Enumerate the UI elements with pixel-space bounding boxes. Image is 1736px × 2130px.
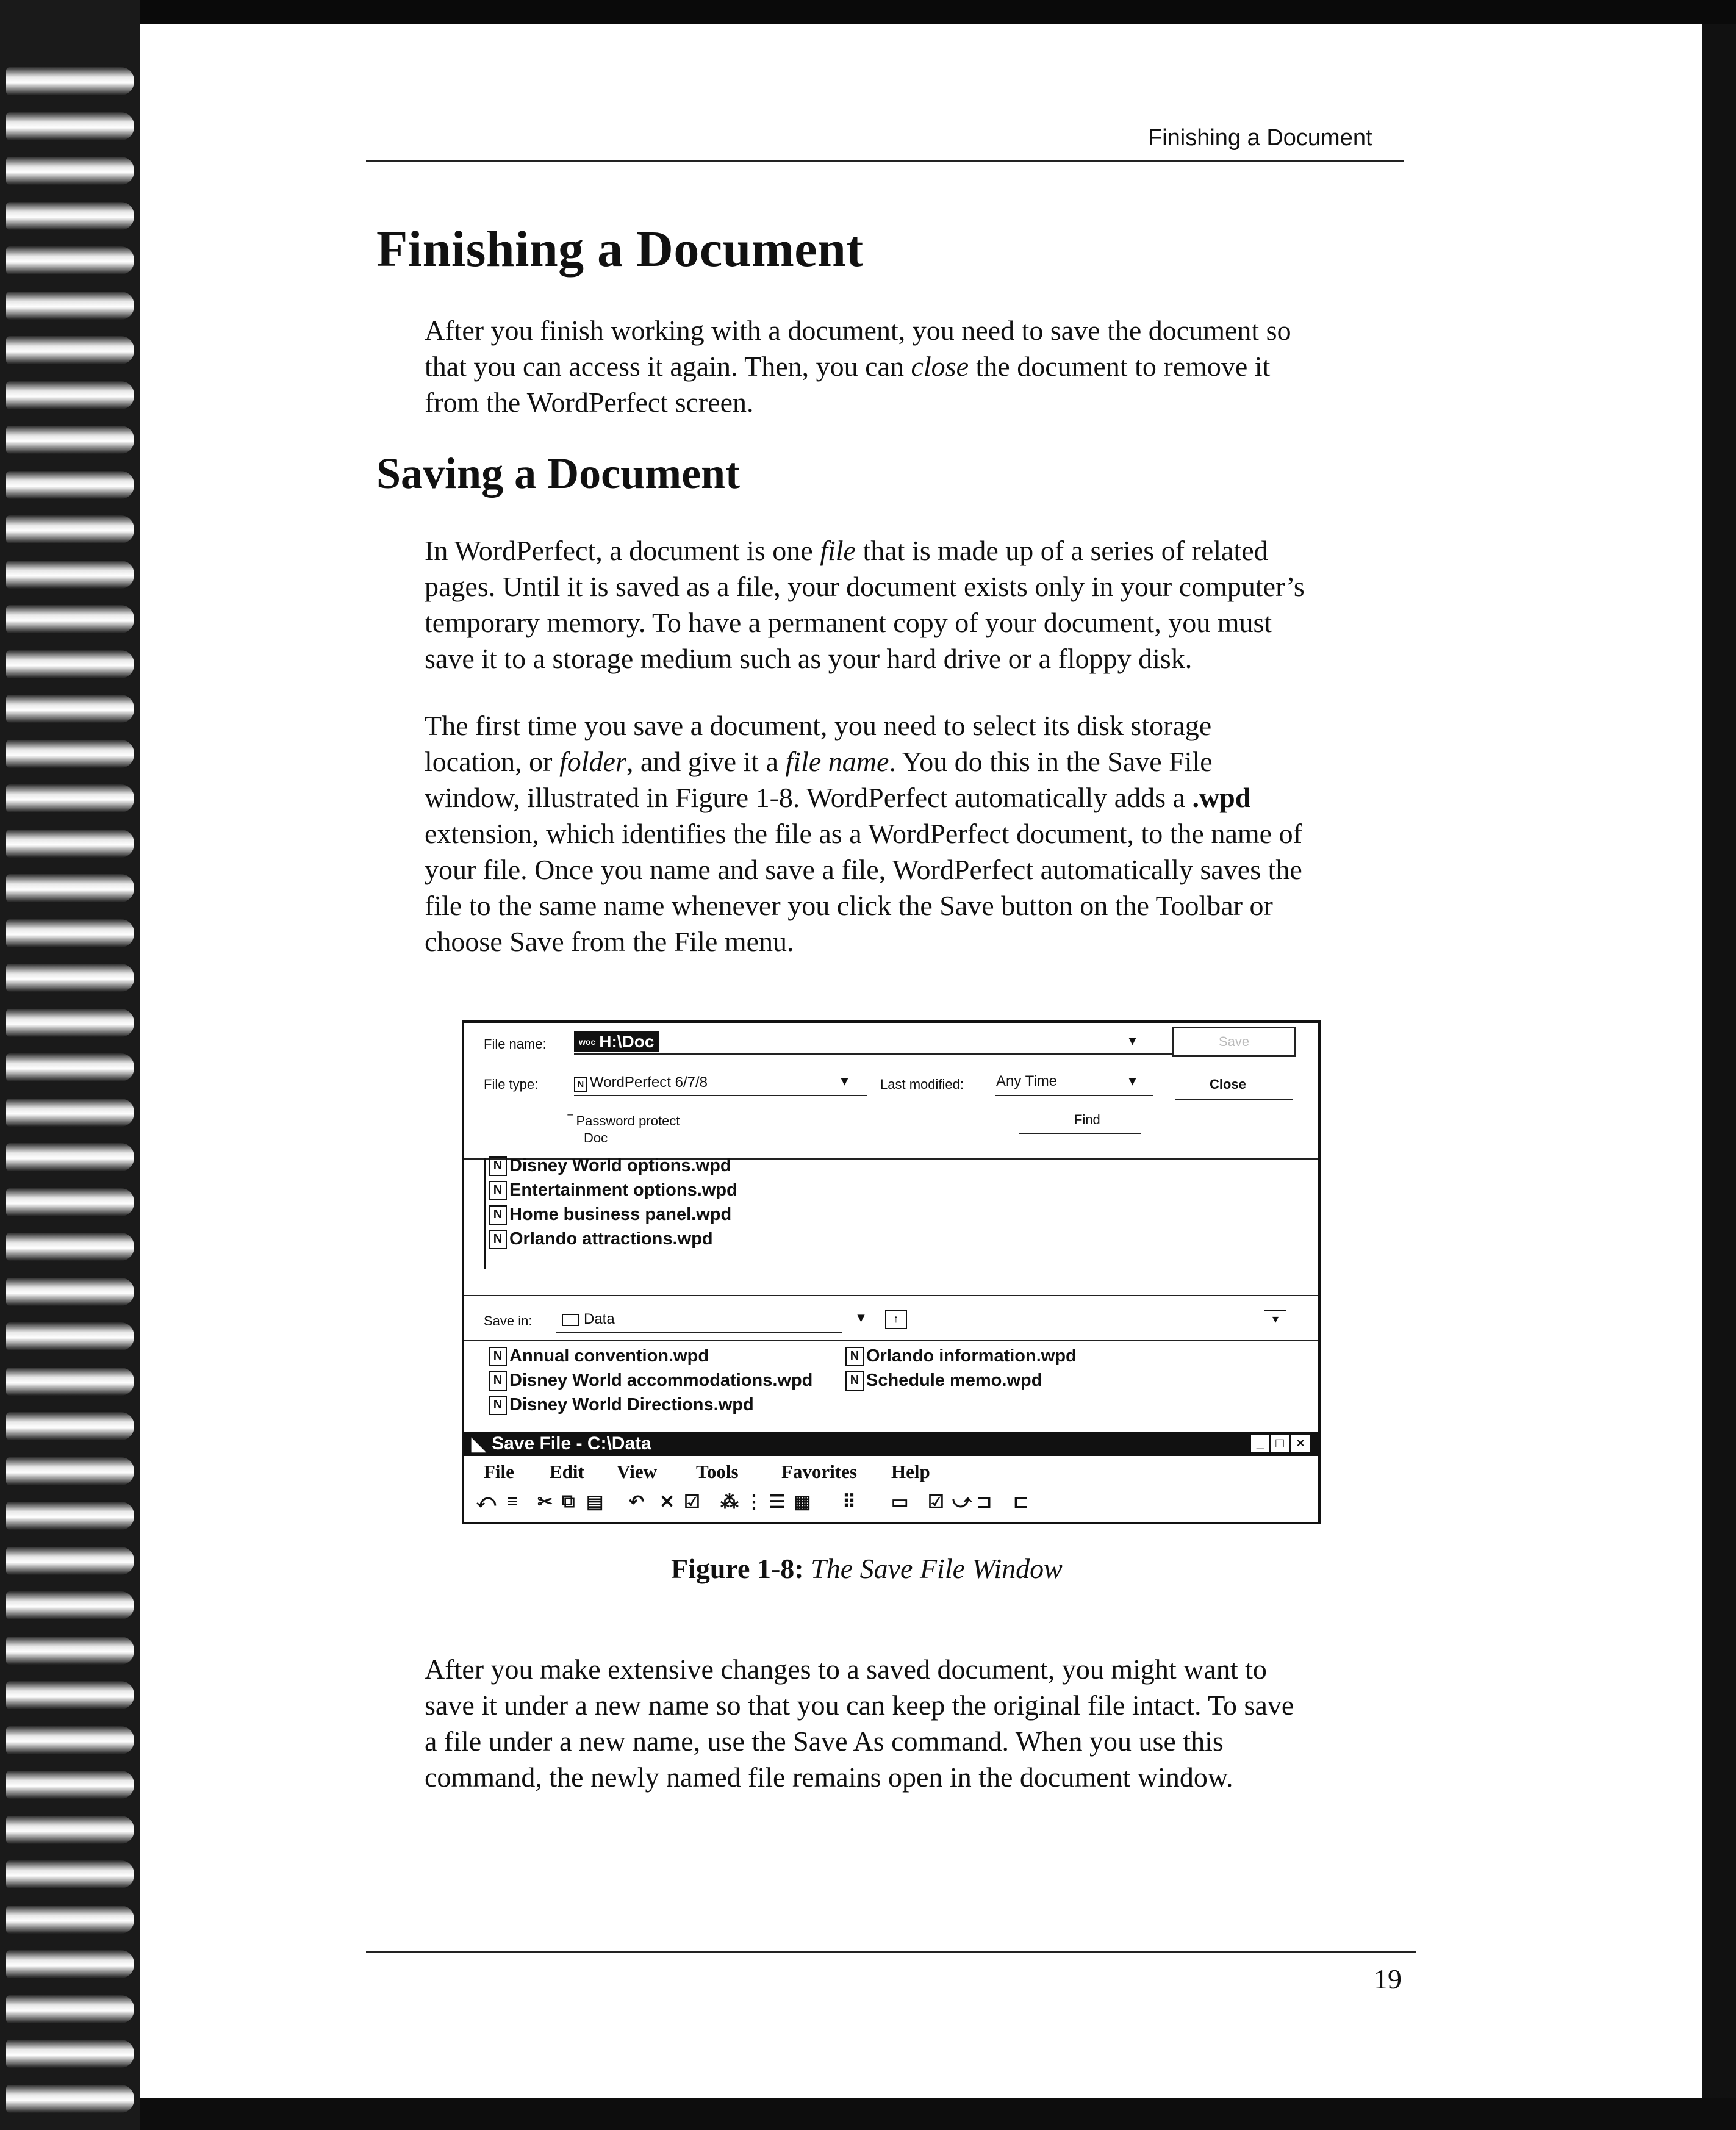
text-line: your file. Once you name and save a file, WordPerfect automatically saves the: [425, 854, 1302, 885]
binding-coil: [6, 1457, 134, 1485]
intro-line: from the WordPerfect screen.: [425, 387, 754, 418]
footer-rule: [366, 1951, 1416, 1953]
binding-coil: [6, 1771, 134, 1799]
find-underline: [1019, 1133, 1141, 1134]
binding-coil: [6, 1547, 134, 1575]
binding-coil: [6, 471, 134, 499]
menu-favorites[interactable]: Favorites: [781, 1461, 857, 1482]
figure-caption: [671, 1552, 1063, 1585]
file-icon-label: woc: [579, 1037, 596, 1047]
list-icon[interactable]: ☰: [769, 1492, 786, 1512]
file-type-value: WordPerfect 6/7/8: [590, 1074, 708, 1091]
file-list-item[interactable]: [845, 1346, 1077, 1366]
menu-file[interactable]: File: [484, 1461, 514, 1482]
separator-middle: [464, 1295, 1318, 1296]
file-name-label: File name:: [484, 1036, 547, 1052]
binding-coil: [6, 784, 134, 812]
header-rule: [366, 160, 1404, 162]
binding-coil: [6, 1816, 134, 1844]
binding-coil: [6, 1412, 134, 1440]
text-line: temporary memory. To have a permanent copy of your document, you must: [425, 607, 1272, 638]
binding-coil: [6, 919, 134, 947]
menu-help[interactable]: Help: [891, 1461, 930, 1482]
binding-coil: [6, 1143, 134, 1171]
intro-line: After you finish working with a document, you need to save the document so: [425, 315, 1291, 346]
binding-coil: [6, 1368, 134, 1396]
file-icon: N: [489, 1396, 507, 1415]
large-icons-icon[interactable]: ⁂: [720, 1492, 739, 1512]
browse-icon[interactable]: ⤻: [952, 1491, 972, 1511]
paragraph-first-save: [425, 708, 1413, 959]
window-title-bar[interactable]: [464, 1432, 1318, 1456]
file-list-item[interactable]: [489, 1229, 713, 1249]
binding-coil: [6, 1099, 134, 1127]
file-name: Entertainment options.wpd: [509, 1180, 737, 1200]
paragraph-save-as: [425, 1651, 1413, 1795]
file-name: Disney World options.wpd: [509, 1156, 731, 1175]
binding-coil: [6, 1322, 134, 1350]
menu-view[interactable]: View: [617, 1461, 657, 1482]
file-icon: N: [489, 1205, 507, 1225]
tree-icon[interactable]: ⠿: [842, 1492, 856, 1512]
section-heading: Saving a Document: [376, 449, 741, 498]
binding-coil: [6, 1637, 134, 1665]
binding-coil: [6, 2085, 134, 2113]
binding-coil: [6, 830, 134, 858]
binding-coil: [6, 292, 134, 320]
text-line: location, or: [425, 746, 559, 777]
details-icon[interactable]: ≡: [507, 1491, 518, 1511]
emphasis-file: file: [820, 535, 856, 566]
menu-edit[interactable]: Edit: [550, 1461, 584, 1482]
file-list-item[interactable]: [489, 1371, 812, 1391]
close-window-button[interactable]: ×: [1291, 1435, 1310, 1452]
text-line: extension, which identifies the file as a WordPerfect document, to the name of: [425, 818, 1302, 849]
file-name-dropdown-icon[interactable]: ▾: [1129, 1033, 1136, 1048]
scan-bottom-edge: [0, 2098, 1736, 2130]
file-type-icon: N: [574, 1077, 587, 1092]
binding-coil: [6, 964, 134, 992]
file-type-select[interactable]: [574, 1074, 708, 1092]
save-in-select[interactable]: [562, 1311, 615, 1328]
save-in-value: Data: [584, 1311, 615, 1327]
view-menu-icon[interactable]: ▾: [1264, 1310, 1286, 1330]
file-name: Disney World Directions.wpd: [509, 1395, 754, 1415]
file-icon: N: [489, 1230, 507, 1249]
text-line: After you make extensive changes to a saved document, you might want to: [425, 1654, 1267, 1685]
password-protect-checkbox[interactable]: ‾ Password protect: [568, 1113, 680, 1128]
text-line: , and give it a: [626, 746, 786, 777]
password-protect-label: Password protect: [576, 1113, 680, 1128]
folder-icon: [562, 1314, 579, 1326]
binding-coil: [6, 336, 134, 364]
file-name-value: H:\Doc: [599, 1032, 655, 1051]
file-type-underline: [574, 1095, 867, 1096]
extension-wpd: .wpd: [1192, 782, 1251, 813]
minimize-button[interactable]: _: [1251, 1435, 1269, 1452]
caption-text: The Save File Window: [811, 1553, 1063, 1584]
file-type-label: File type:: [484, 1077, 539, 1092]
last-modified-select[interactable]: Any Time: [996, 1073, 1058, 1089]
text-line: that is made up of a series of related: [855, 535, 1268, 566]
paste-icon[interactable]: ▤: [586, 1492, 604, 1512]
file-icon: N: [489, 1371, 507, 1391]
network-icon[interactable]: ⊏: [1013, 1492, 1029, 1512]
emphasis-folder: folder: [559, 746, 626, 777]
binding-coil: [6, 67, 134, 95]
file-name: Schedule memo.wpd: [866, 1371, 1042, 1390]
properties-icon[interactable]: ☑: [684, 1492, 700, 1512]
binding-coil: [6, 1053, 134, 1081]
text-line: window, illustrated in Figure 1-8. WordPerfect automatically adds a: [425, 782, 1193, 813]
save-in-dropdown-icon[interactable]: ▾: [858, 1310, 865, 1325]
details-view-icon[interactable]: ▦: [794, 1492, 811, 1512]
binding-coil: [6, 1726, 134, 1754]
text-line: command, the newly named file remains open in the document window.: [425, 1762, 1233, 1793]
save-file-window-figure: [462, 1020, 1321, 1524]
close-underline: [1175, 1099, 1293, 1100]
binding-coil: [6, 1681, 134, 1709]
text-line: In WordPerfect, a document is one: [425, 535, 820, 566]
file-icon: N: [845, 1371, 864, 1391]
save-button[interactable]: Save: [1172, 1027, 1296, 1057]
back-icon[interactable]: ⤺: [476, 1491, 497, 1511]
binding-coil: [6, 874, 134, 902]
file-list-item[interactable]: [845, 1371, 1042, 1391]
text-line: . You do this in the Save File: [889, 746, 1213, 777]
delete-icon[interactable]: ✕: [659, 1492, 675, 1512]
text-line: a file under a new name, use the Save As command. When you use this: [425, 1726, 1224, 1757]
text-line: The first time you save a document, you need to select its disk storage: [425, 710, 1212, 741]
binding-coil: [6, 515, 134, 543]
last-modified-label: Last modified:: [880, 1077, 964, 1092]
save-in-label: Save in:: [484, 1313, 533, 1329]
up-folder-icon[interactable]: ↑: [885, 1310, 907, 1329]
file-type-dropdown-icon[interactable]: ▾: [841, 1073, 848, 1088]
separator-lower: [464, 1340, 1318, 1341]
text-line: pages. Until it is saved as a file, your document exists only in your computer’s: [425, 571, 1305, 602]
binding-coil: [6, 246, 134, 274]
binding-coil: [6, 426, 134, 454]
caption-label: Figure 1-8:: [671, 1553, 804, 1584]
binding-coil: [6, 1009, 134, 1037]
file-icon: N: [489, 1181, 507, 1200]
binding-coil: [6, 1233, 134, 1261]
file-list-item[interactable]: [489, 1346, 709, 1366]
binding-coil: [6, 1950, 134, 1978]
map-drive-icon[interactable]: ⊐: [977, 1492, 992, 1512]
save-in-underline: [556, 1332, 842, 1333]
save-window-icon: ◣: [472, 1433, 486, 1454]
file-icon: N: [489, 1347, 507, 1366]
binding-coil: [6, 1591, 134, 1619]
intro-paragraph: [425, 312, 1413, 420]
binding-coil: [6, 2040, 134, 2068]
binding-coil: [6, 1502, 134, 1530]
file-icon: N: [489, 1156, 507, 1176]
file-list-item[interactable]: [489, 1205, 731, 1225]
last-modified-underline: [995, 1095, 1153, 1096]
binding-coil: [6, 381, 134, 409]
page-title: Finishing a Document: [376, 221, 864, 278]
binding-coil: [6, 561, 134, 589]
binding-coil: [6, 157, 134, 185]
text-line: choose Save from the File menu.: [425, 926, 794, 957]
favorites-icon[interactable]: ☑: [928, 1492, 944, 1512]
file-icon: N: [845, 1347, 864, 1366]
file-name: Orlando information.wpd: [866, 1346, 1077, 1366]
file-list-item[interactable]: [489, 1180, 737, 1200]
emphasis-file-name: file name: [785, 746, 889, 777]
password-protect-doc-label: Doc: [584, 1130, 608, 1146]
binding-coil: [6, 1860, 134, 1888]
scan-top-edge: [0, 0, 1736, 24]
file-list-item[interactable]: [489, 1156, 731, 1176]
binding-coil: [6, 695, 134, 723]
maximize-button[interactable]: □: [1271, 1435, 1289, 1452]
binding-coil: [6, 202, 134, 230]
file-name: Home business panel.wpd: [509, 1205, 732, 1224]
preview-icon[interactable]: ▭: [891, 1492, 909, 1512]
binding-coil: [6, 1278, 134, 1306]
cut-icon[interactable]: ✂: [537, 1492, 553, 1512]
page-number: 19: [1374, 1963, 1402, 1995]
copy-icon[interactable]: ⧉: [562, 1491, 575, 1511]
small-icons-icon[interactable]: ⋮: [745, 1492, 763, 1512]
text-line: file to the same name whenever you click the Save button on the Toolbar or: [425, 890, 1273, 921]
binding-coil: [6, 1995, 134, 2023]
binding-coil: [6, 112, 134, 140]
undo-icon[interactable]: ↶: [629, 1492, 645, 1512]
last-modified-dropdown-icon[interactable]: ▾: [1129, 1073, 1136, 1088]
running-head: Finishing a Document: [1148, 125, 1372, 151]
spiral-binding: [0, 0, 140, 2130]
intro-line: that you can access it again. Then, you can: [425, 351, 911, 382]
emphasis-close: close: [911, 351, 969, 382]
menu-tools[interactable]: Tools: [696, 1461, 739, 1482]
binding-coil: [6, 1906, 134, 1934]
file-name: Disney World accommodations.wpd: [509, 1371, 813, 1390]
file-name-input[interactable]: [574, 1031, 659, 1052]
file-name: Orlando attractions.wpd: [509, 1229, 713, 1249]
find-button[interactable]: Find: [1074, 1112, 1100, 1127]
file-name: Annual convention.wpd: [509, 1346, 709, 1366]
file-list-item[interactable]: [489, 1395, 754, 1415]
intro-line: the document to remove it: [969, 351, 1271, 382]
file-name-underline: [574, 1053, 1214, 1055]
window-title: Save File - C:\Data: [492, 1433, 651, 1454]
binding-coil: [6, 1188, 134, 1216]
binding-coil: [6, 650, 134, 678]
text-line: save it under a new name so that you can keep the original file intact. To save: [425, 1690, 1294, 1721]
close-button[interactable]: Close: [1210, 1077, 1246, 1092]
binding-coil: [6, 605, 134, 633]
text-line: save it to a storage medium such as your hard drive or a floppy disk.: [425, 643, 1193, 674]
paragraph-file-definition: [425, 532, 1413, 676]
binding-coil: [6, 740, 134, 768]
